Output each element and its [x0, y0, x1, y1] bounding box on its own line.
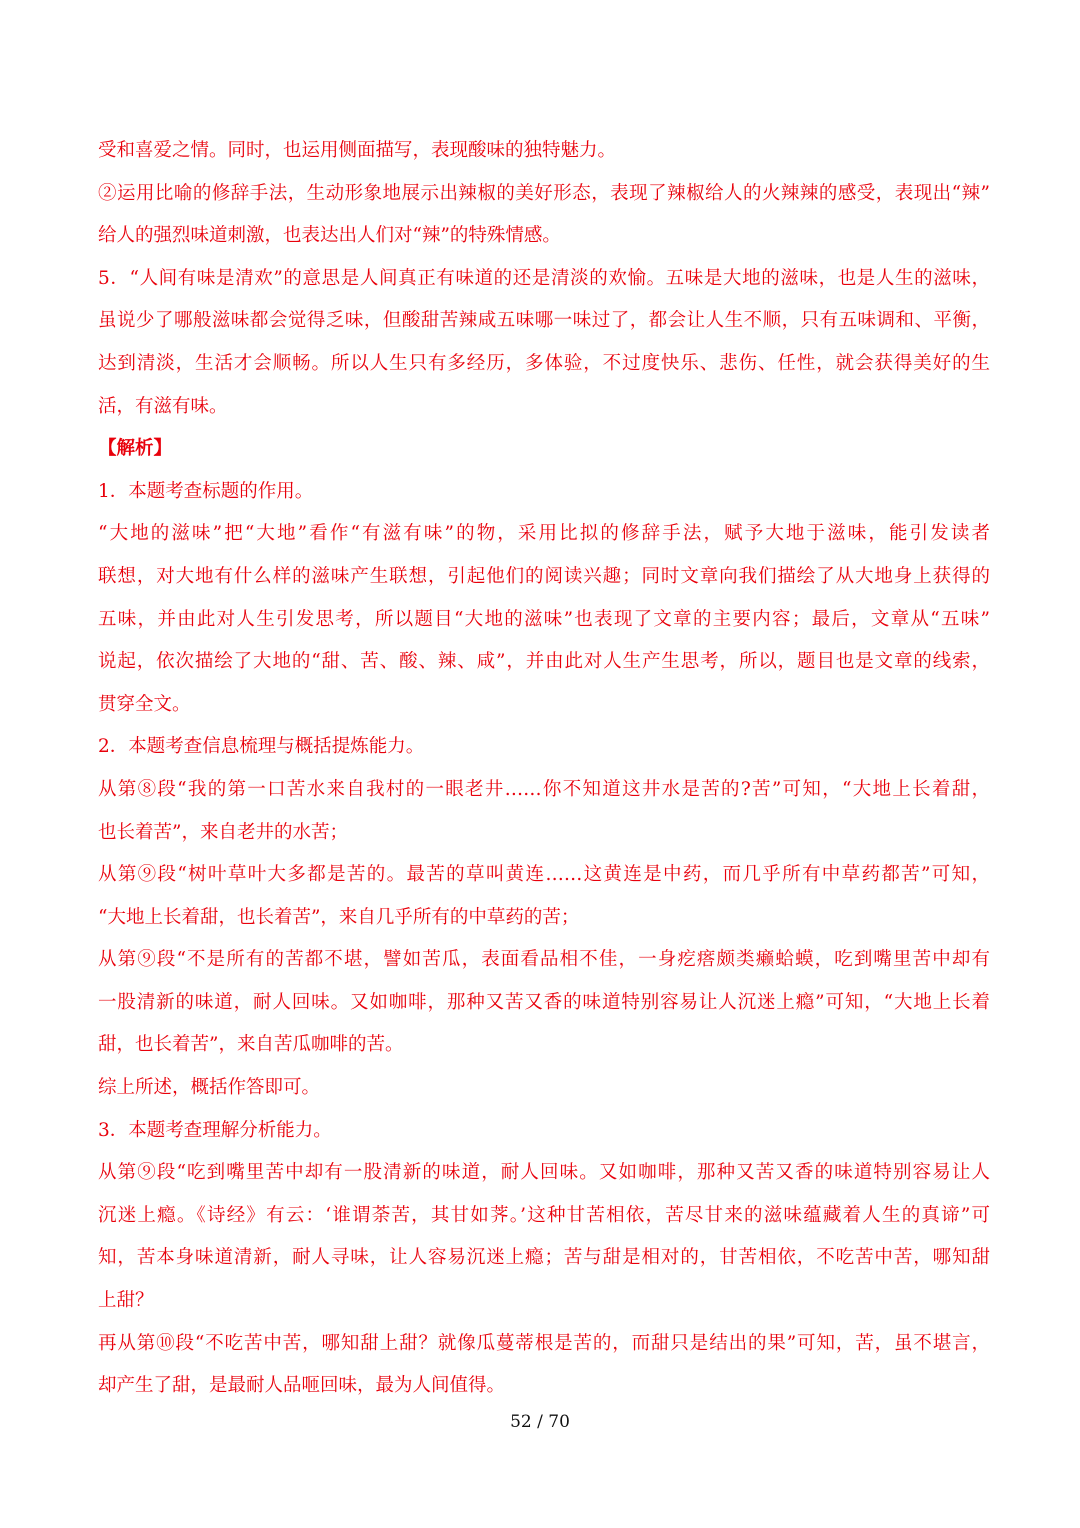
text-line: 从第⑨段“吃到嘴里苦中却有一股清新的味道，耐人回味。又如咖啡，那种又苦又香的味道特别容易让人 — [98, 1162, 990, 1184]
text-line: 也长着苦”，来自老井的水苦； — [98, 821, 348, 843]
text-line: 活，有滋有味。 — [98, 395, 228, 417]
text-line: 知，苦本身味道清新，耐人寻味，让人容易沉迷上瘾；苦与甜是相对的，甘苦相依，不吃苦中苦，哪知甜 — [98, 1247, 990, 1269]
text-line: ②运用比喻的修辞手法，生动形象地展示出辣椒的美好形态，表现了辣椒给人的火辣辣的感受，表现出“辣” — [98, 182, 990, 204]
text-line: 从第⑨段“树叶草叶大多都是苦的。最苦的草叫黄连……这黄连是中药，而几乎所有中草药都苦”可知， — [98, 864, 990, 886]
text-line: 达到清淡，生活才会顺畅。所以人生只有多经历，多体验，不过度快乐、悲伤、任性，就会获得美好的生 — [98, 352, 990, 374]
text-line: 五味，并由此对人生引发思考，所以题目“大地的滋味”也表现了文章的主要内容；最后，文章从“五味” — [98, 608, 990, 630]
text-line: 说起，依次描绘了大地的“甜、苦、酸、辣、咸”，并由此对人生产生思考，所以，题目也是文章的线索， — [98, 651, 990, 673]
text-line: “大地上长着甜，也长着苦”，来自几乎所有的中草药的苦； — [98, 906, 580, 928]
text-line: 上甜？ — [98, 1290, 154, 1312]
text-line: 综上所述，概括作答即可。 — [98, 1077, 321, 1099]
text-line: 沉迷上瘾。《诗经》有云：‘谁谓荼苦，其甘如荠。’这种甘苦相依，苦尽甘来的滋味蕴藏着人生的真谛”可 — [98, 1204, 990, 1226]
text-line: 受和喜爱之情。同时，也运用侧面描写，表现酸味的独特魅力。 — [98, 140, 617, 161]
text-line: “大地的滋味”把“大地”看作“有滋有味”的物，采用比拟的修辞手法，赋予大地于滋味，能引发读者 — [98, 523, 990, 545]
text-line: 5．“人间有味是清欢”的意思是人间真正有味道的还是清淡的欢愉。五味是大地的滋味，也是人生的滋味， — [98, 267, 990, 289]
text-line: 给人的强烈味道刺激，也表达出人们对“辣”的特殊情感。 — [98, 225, 561, 247]
text-line: 1．本题考查标题的作用。 — [98, 480, 314, 502]
text-line: 2．本题考查信息梳理与概括提炼能力。 — [98, 736, 425, 758]
text-line: 一股清新的味道，耐人回味。又如咖啡，那种又苦又香的味道特别容易让人沉迷上瘾”可知，“大地上长着 — [98, 991, 990, 1013]
text-line: 虽说少了哪般滋味都会觉得乏味，但酸甜苦辣咸五味哪一味过了，都会让人生不顺，只有五味调和、平衡， — [98, 310, 990, 332]
text-line: 却产生了甜，是最耐人品咂回味，最为人间值得。 — [98, 1375, 506, 1397]
text-line: 联想，对大地有什么样的滋味产生联想，引起他们的阅读兴趣；同时文章向我们描绘了从大地身上获得的 — [98, 565, 990, 587]
answer-text-block — [98, 130, 990, 1408]
text-line: 贯穿全文。 — [98, 693, 191, 715]
text-line: 3．本题考查理解分析能力。 — [98, 1119, 332, 1141]
text-line: 从第⑧段“我的第一口苦水来自我村的一眼老井……你不知道这井水是苦的?苦”可知，“大地上长着甜， — [98, 778, 990, 800]
section-heading-analysis: 【解析】 — [98, 438, 173, 460]
text-line: 甜，也长着苦”，来自苦瓜咖啡的苦。 — [98, 1034, 404, 1056]
text-line: 从第⑨段“不是所有的苦都不堪，譬如苦瓜，表面看品相不佳，一身疙瘩颇类癞蛤蟆，吃到嘴里苦中却有 — [98, 949, 990, 971]
text-line: 再从第⑩段“不吃苦中苦，哪知甜上甜？就像瓜蔓蒂根是苦的，而甜只是结出的果”可知，苦，虽不堪言， — [98, 1332, 990, 1354]
page-number: 52 / 70 — [510, 1412, 570, 1432]
